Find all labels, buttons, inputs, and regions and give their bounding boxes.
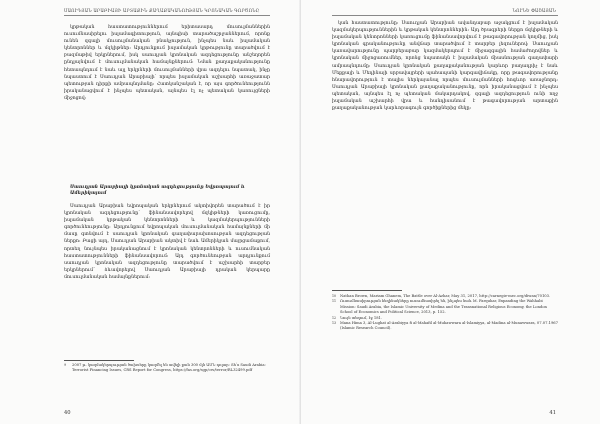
right-page xyxy=(300,0,600,424)
footnote xyxy=(332,321,558,332)
footnote-number: 13 xyxy=(332,321,337,326)
footnote-text: Նույն տեղում, էջ 181. xyxy=(340,315,383,320)
footnote-text: Ուսումնասիրության հեղինակները ուսումնասիրել են, ինչպես նաև M. Farquhar, Expanding the Wahhabi Mission: Saudi Arabia, the Islamic University of Medina and the Transnational Religious Economy, the London School of Economics and Political Science, 2013, p. 152. xyxy=(340,299,547,315)
page-number: 40 xyxy=(64,410,71,416)
body-paragraph: կան հաստատությունը: Սաուդյան Արաբիան ավանդաբար աջակցում է իսլամական կազմակերպություններին և կրթական կենտրոններին: Այդ ծրագրերի ներքո մզկիթների և իսլամական կենտրոնների կառուցումը ֆինանսավորվում է թագավորության կողմից, իսկ կրոնական գրականությունը անվճար տարածվում է տարբեր լեզուներով: Սաուդյան կառավարությունը պարբերաբար կազմակերպում է միջազգային համաժողովներ և կրոնական միջոցառումներ, որոնց նպատակն է իսլամական միասնության գաղափարի ամրապնդումը: Սաուդյան կրոնական քաղաքականության կարևոր բաղադրիչ է նաև Մեքքայի և Մեդինայի սրբավայրերի պահապանի կարգավիճակը, որը թագավորությանը հնարավորություն է տալիս ներկայանալ որպես մուսուլմանների հոգևոր առաջնորդ: Սաուդյան Արաբիայի կրոնական քաղաքականությունը, որն իրականացվում է ինչպես պետական, այնպես էլ ոչ պետական մակարդակով, զգալի ազդեցություն ունի ողջ իսլամական աշխարհի վրա և հանդիսանում է թագավորության արտաքին քաղաքականության կարևորագույն գործիքներից մեկը: xyxy=(332,21,558,112)
footnotes xyxy=(332,294,558,332)
section-subheading: Սաուդյան Արաբիայի կրոնական ազդեցությունը Եվրոպայում և Ամերիկայում xyxy=(70,185,245,197)
header-rule xyxy=(332,15,558,16)
page-number: 41 xyxy=(549,410,556,416)
footnote xyxy=(64,363,270,374)
footnote-text: 2007 թ. կազմակերպության ծախսերը կազմել են ավելի քան 300 մլն ԱՄՆ դոլար: Տե՛ս Saudi Arabia: Terrorist Financing Issues, CRS Report for Congress, https://fas.org/sgp/crs/terror/RL32499.pdf xyxy=(72,363,266,373)
footnote-text: Nathan Brown, Mariam Ghanem, The Battle over Al-Azhar, May 31, 2017, http://carnegie-mec.org/diwan/70103. xyxy=(340,294,551,298)
footnote xyxy=(332,299,558,315)
running-head: ՆՈՒՆԵ ՓԱՇԱՅԱՆ xyxy=(512,8,556,13)
footnote-number: 10 xyxy=(332,294,337,298)
footnote-number: 11 xyxy=(332,299,337,304)
footnote-number: 12 xyxy=(332,315,337,320)
body-paragraph: կրթական հաստատություններում երիտասարդ մուսուլմաններին ուսումնասիրելու իսլամագիտություն, այնպիսի տարածաշրջաններում, որոնք ունեն զգալի մուսուլմանական բնակչություն, ինչպես նաև իսլամական կենտրոններ և մզկիթներ: Արդյունքում իսլամական կրթությունը տարածվում է բազմաթիվ երկրներում, իսկ սաուդյան կրոնական ազդեցությունը անշեղորեն ընդլայնվում է մուսուլմանական համայնքներում: Նման քաղաքականությունը հետապնդում է նաև այլ երկրների մուսուլմանների վրա ազդելու նպատակ, ինչը նպաստում է Սաուդյան Արաբիայի՝ որպես իսլամական աշխարհի առաջատար պետության դիրքի ամրապնդմանը: Հատկանշական է, որ այս գործունեությունն իրականացվում է ինչպես պետական, այնպես էլ ոչ պետական կառույցների միջոցով: xyxy=(64,25,270,101)
footnote-text: Mana Hima 3, Al-Lughat al-Arabiyya fi al-Mahafil al-Muhawwara al-Islamiyya, al-Madina al-Munawwara, 07.07.1967 (Islamic Research Council). xyxy=(340,321,559,331)
footnote-rule xyxy=(64,360,134,361)
header-rule xyxy=(64,15,270,16)
footnote-number: 9 xyxy=(64,363,67,367)
footnote-rule xyxy=(332,290,402,291)
footnotes xyxy=(64,363,270,374)
body-paragraph: Սաուդյան Արաբիան եվրոպական երկրներում ակտիվորեն տարածում է իր կրոնական ազդեցությունը՝ ֆինանսավորելով մզկիթների կառուցումը, իսլամական կրթական կենտրոնների և կազմակերպությունների գործունեությունը: Արդյունքում եվրոպական մուսուլմանական համայնքների մի մասը գտնվում է սաուդյան կրոնական գաղափարախոսության ազդեցության ներքո: Բացի այդ, Սաուդյան Արաբիան ակտիվ է նաև Ամերիկյան մայրցամաքում, որտեղ նույնպես իրականացնում է կրոնական կենտրոնների և ուսումնական հաստատությունների ֆինանսավորում: Այդ գործունեության արդյունքում սաուդյան կրոնական ազդեցությունը տարածվում է աշխարհի տարբեր երկրներում՝ ձևավորելով Սաուդյան Արաբիայի դրական կերպարը մուսուլմանական համայնքներում: xyxy=(64,204,270,280)
running-head: ՍԱՈՒԴՅԱՆ ԱՐԱԲԻԱՅԻ ԱՐՏԱՔԻՆ ՔԱՂԱՔԱԿԱՆՈՒԹՅԱՆ ԿՐՈՆԱԿԱՆ ԳՈՐԾՈՆԸ xyxy=(64,8,260,13)
